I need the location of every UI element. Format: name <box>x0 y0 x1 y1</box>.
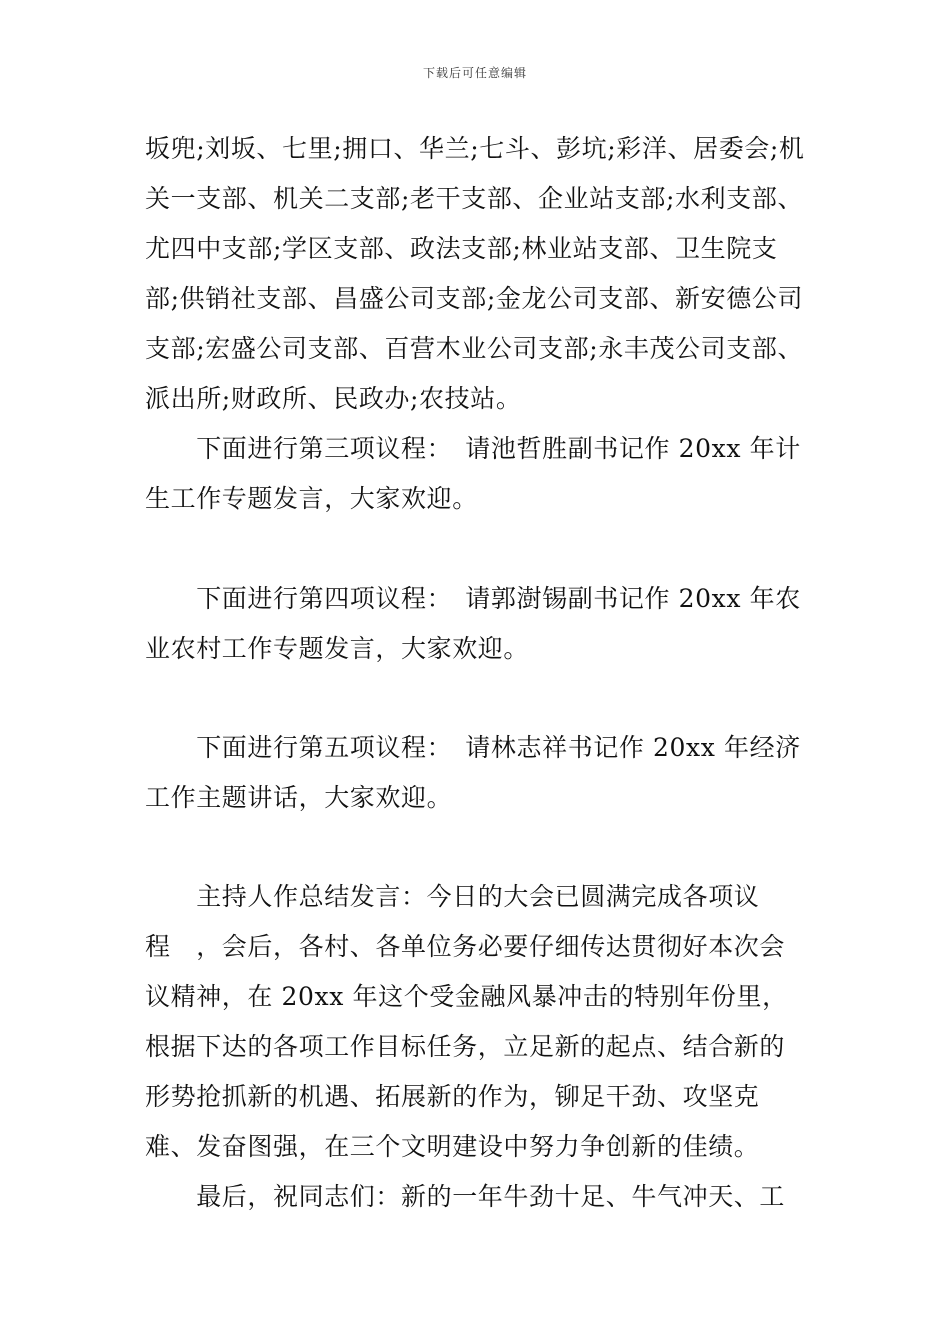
paragraph-unit-list: 坂兜;刘坂、七里;拥口、华兰;七斗、彭坑;彩洋、居委会;机关一支部、机关二支部;老干支部、企业站支部;水利支部、尤四中支部;学区支部、政法支部;林业站支部、卫生院支部;供销社支部、昌盛公司支部;金龙公司支部、新安德公司支部;宏盛公司支部、百营木业公司支部;永丰茂公司支部、派出所;财政所、民政办;农技站。 <box>145 134 805 413</box>
page-header-note: 下载后可任意编辑 <box>422 66 527 80</box>
paragraph-agenda-five: 下面进行第五项议程： 请林志祥书记作 20xx 年经济工作主题讲话，大家欢迎。 <box>145 733 801 812</box>
paragraph-host-summary: 主持人作总结发言：今日的大会已圆满完成各项议程 ，会后，各村、各单位务必要仔细传达贯彻好本次会议精神，在 20xx 年这个受金融风暴冲击的特别年份里，根据下达的各项工作目标任务，立足新的起点、结合新的形势抢抓新的机遇、拓展新的作为，铆足干劲、攻坚克难、发奋图强，在三个文明建设中努力争创新的佳绩。 <box>145 882 788 1161</box>
paragraph-agenda-four: 下面进行第四项议程： 请郭澍锡副书记作 20xx 年农业农村工作专题发言，大家欢迎。 <box>145 584 801 663</box>
paragraph-closing-wishes: 最后，祝同志们：新的一年牛劲十足、牛气冲天、工 <box>145 1182 786 1211</box>
paragraph-agenda-three: 下面进行第三项议程： 请池哲胜副书记作 20xx 年计生工作专题发言，大家欢迎。 <box>145 434 801 513</box>
